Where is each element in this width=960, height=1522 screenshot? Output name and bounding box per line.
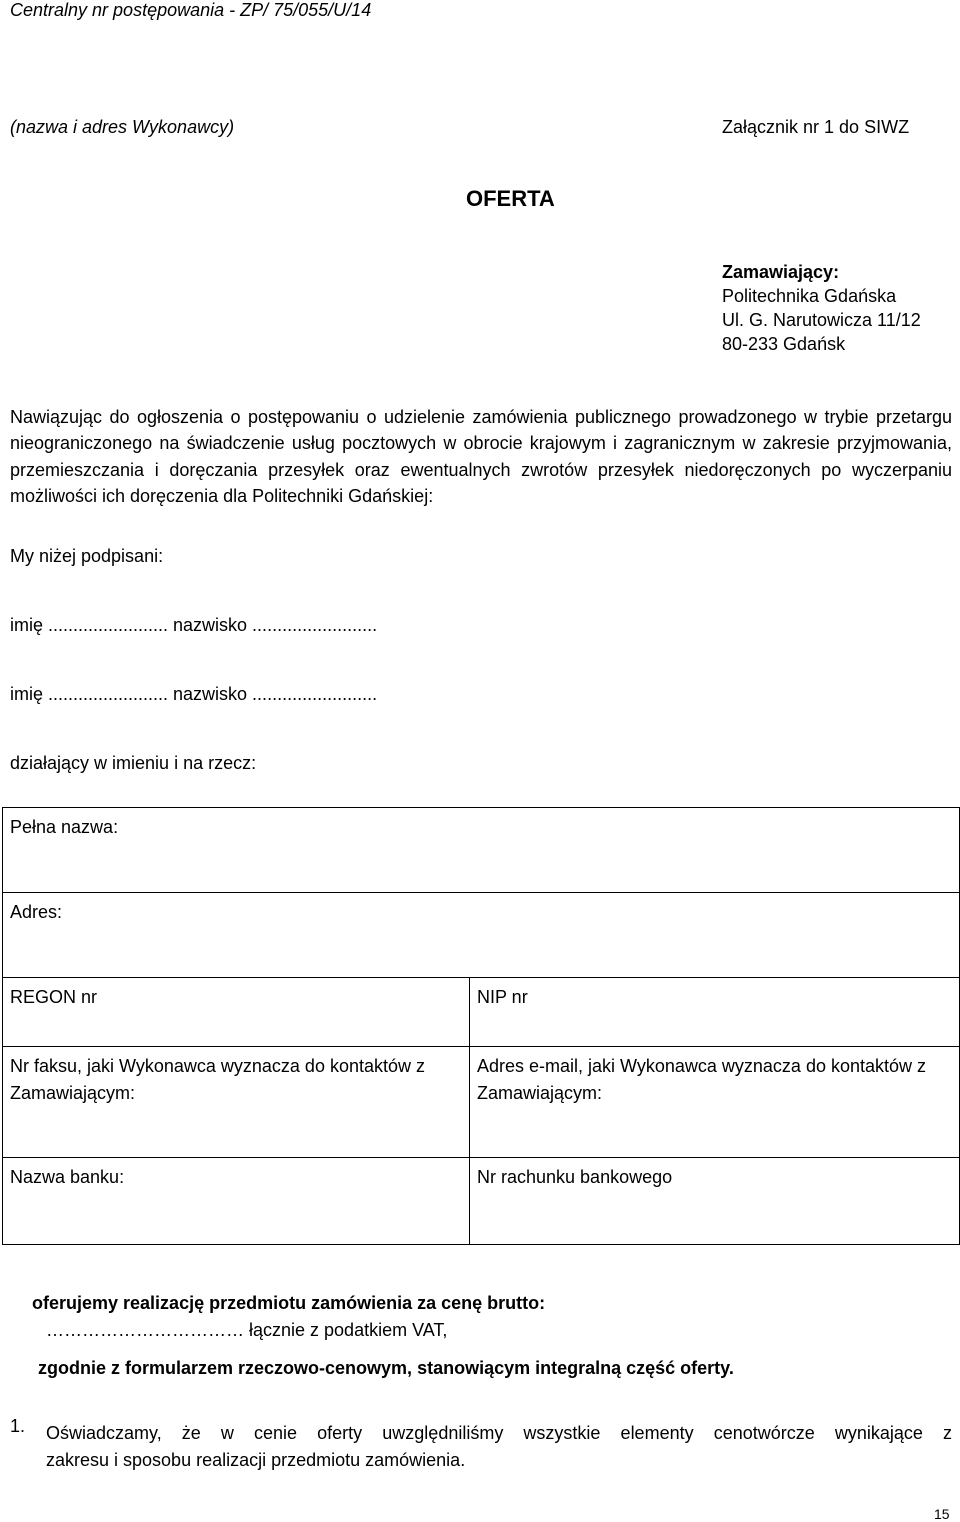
annex-label: Załącznik nr 1 do SIWZ <box>722 117 910 137</box>
offer-conformity-statement: zgodnie z formularzem rzeczowo-cenowym, stanowiącym integralną część oferty. <box>38 1358 734 1378</box>
procedure-reference: Centralny nr postępowania - ZP/ 75/055/U/14 <box>10 0 372 20</box>
bank-account-field[interactable] <box>469 1157 960 1245</box>
offer-price-line[interactable]: …………………………… łącznie z podatkiem VAT, <box>46 1320 448 1340</box>
address-field[interactable] <box>2 892 960 978</box>
fax-field[interactable] <box>2 1046 470 1158</box>
statement-text-line-2: zakresu i sposobu realizacji przedmiotu zamówienia. <box>46 1450 466 1470</box>
signatory-line-1[interactable]: imię ........................ nazwisko ......................... <box>10 615 378 635</box>
intro-paragraph: Nawiązując do ogłoszenia o postępowaniu o udzielenie zamówienia publicznego prowadzonego w trybie przetargu nieograniczonego na świadczenie usług pocztowych w obrocie krajowym i zagranicznym w zakresie przyjmowania, przemieszczania i doręczania przesyłek oraz ewentualnych zwrotów przesyłek niedoręczonych po wyczerpaniu możliwości ich doręczenia dla Politechniki Gdańskiej: <box>10 407 952 506</box>
full-name-label: Pełna nazwa: <box>10 817 119 837</box>
contractor-details-table <box>2 807 960 1245</box>
email-label: Adres e-mail, jaki Wykonawca wyznacza do kontaktów z Zamawiającym: <box>477 1056 927 1103</box>
buyer-name: Politechnika Gdańska <box>722 286 897 306</box>
email-field[interactable] <box>469 1046 960 1158</box>
signatory-line-2[interactable]: imię ........................ nazwisko ......................... <box>10 684 378 704</box>
signed-label: My niżej podpisani: <box>10 546 164 566</box>
full-name-field[interactable] <box>2 807 960 893</box>
nip-field[interactable] <box>469 977 960 1047</box>
page-number: 15 <box>934 1506 950 1522</box>
buyer-label: Zamawiający: <box>722 262 840 282</box>
regon-field[interactable] <box>2 977 470 1047</box>
nip-label: NIP nr <box>477 987 528 1007</box>
bank-name-label: Nazwa banku: <box>10 1167 125 1187</box>
buyer-block <box>722 260 921 356</box>
address-label: Adres: <box>10 902 63 922</box>
statement-number: 1. <box>10 1416 26 1436</box>
acting-on-behalf-label: działający w imieniu i na rzecz: <box>10 753 257 773</box>
buyer-street: Ul. G. Narutowicza 11/12 <box>722 310 921 330</box>
bank-account-label: Nr rachunku bankowego <box>477 1167 673 1187</box>
offer-price-heading: oferujemy realizację przedmiotu zamówienia za cenę brutto: <box>32 1293 546 1313</box>
buyer-city: 80-233 Gdańsk <box>722 334 846 354</box>
statement-text-line-1: Oświadczamy, że w cenie oferty uwzględniliśmy wszystkie elementy cenotwórcze wynikające z <box>46 1423 952 1443</box>
vendor-name-address-label: (nazwa i adres Wykonawcy) <box>10 117 235 137</box>
bank-name-field[interactable] <box>2 1157 470 1245</box>
document-title: OFERTA <box>466 186 555 211</box>
fax-label: Nr faksu, jaki Wykonawca wyznacza do kontaktów z Zamawiającym: <box>10 1056 426 1103</box>
regon-label: REGON nr <box>10 987 98 1007</box>
